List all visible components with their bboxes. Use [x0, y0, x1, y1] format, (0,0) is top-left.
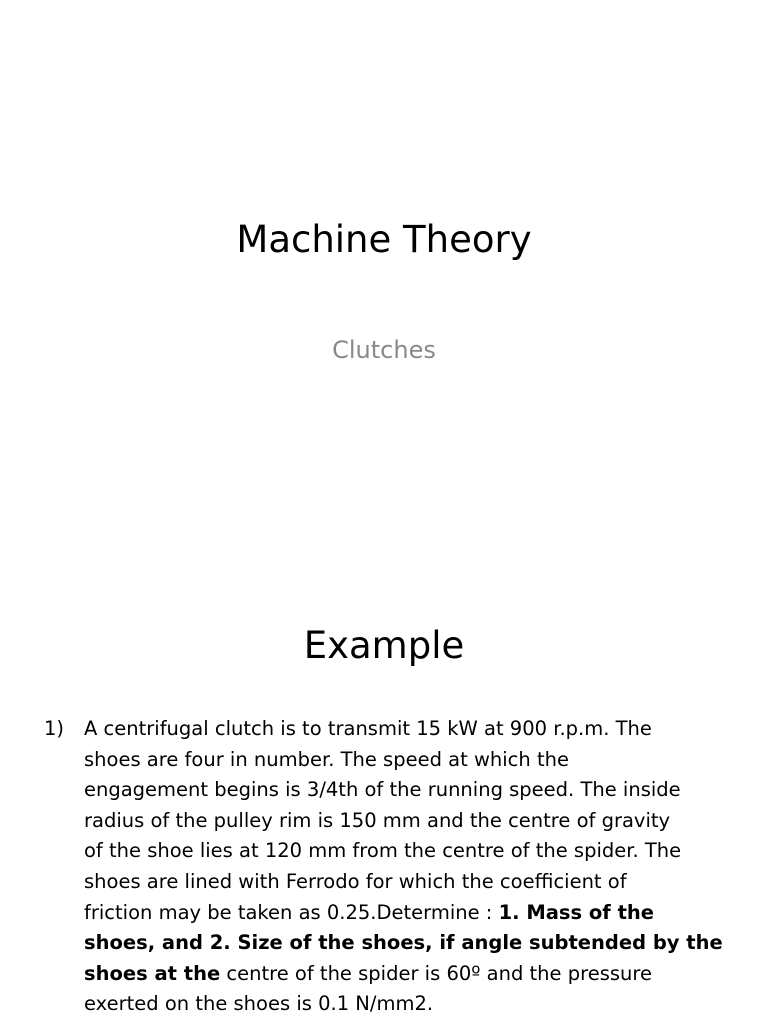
slide-title: Example [303, 624, 465, 667]
text-line [84, 806, 734, 837]
text-line [84, 714, 734, 745]
list-marker: 1) [44, 717, 65, 740]
text-run: friction may be taken as 0.25.Determine : [84, 900, 499, 924]
text-line [84, 989, 734, 1020]
text-line [84, 959, 734, 990]
bold-text-run: 1. Mass of the [498, 900, 655, 924]
text-run: engagement begins is 3/4th of the running speed. The inside [84, 778, 681, 802]
text-line [84, 928, 734, 959]
bold-text-run: shoes, and 2. Size of the shoes, if angle subtended by the [84, 931, 723, 955]
text-run: exerted on the shoes is 0.1 N/mm2. [84, 992, 434, 1016]
text-run: of the shoe lies at 120 mm from the centre of the spider. The [84, 839, 682, 863]
text-run: shoes are lined with Ferrodo for which the coefficient of [84, 869, 627, 893]
text-line [84, 775, 734, 806]
text-line [84, 898, 734, 929]
problem-statement [84, 714, 734, 1020]
text-line [84, 745, 734, 776]
text-line [84, 836, 734, 867]
text-run: centre of the spider is 60º and the pressure [220, 961, 652, 985]
text-run: radius of the pulley rim is 150 mm and the centre of gravity [84, 808, 671, 832]
text-run: A centrifugal clutch is to transmit 15 kW at 900 r.p.m. The [84, 717, 652, 740]
slide-title: Machine Theory [236, 218, 532, 261]
slide-subtitle: Clutches [332, 336, 436, 364]
numbered-list-item [44, 714, 734, 1020]
text-run: shoes are four in number. The speed at which the [84, 747, 569, 771]
example-slide [0, 576, 768, 1024]
bold-text-run: shoes at the [84, 961, 221, 985]
text-line [84, 867, 734, 898]
